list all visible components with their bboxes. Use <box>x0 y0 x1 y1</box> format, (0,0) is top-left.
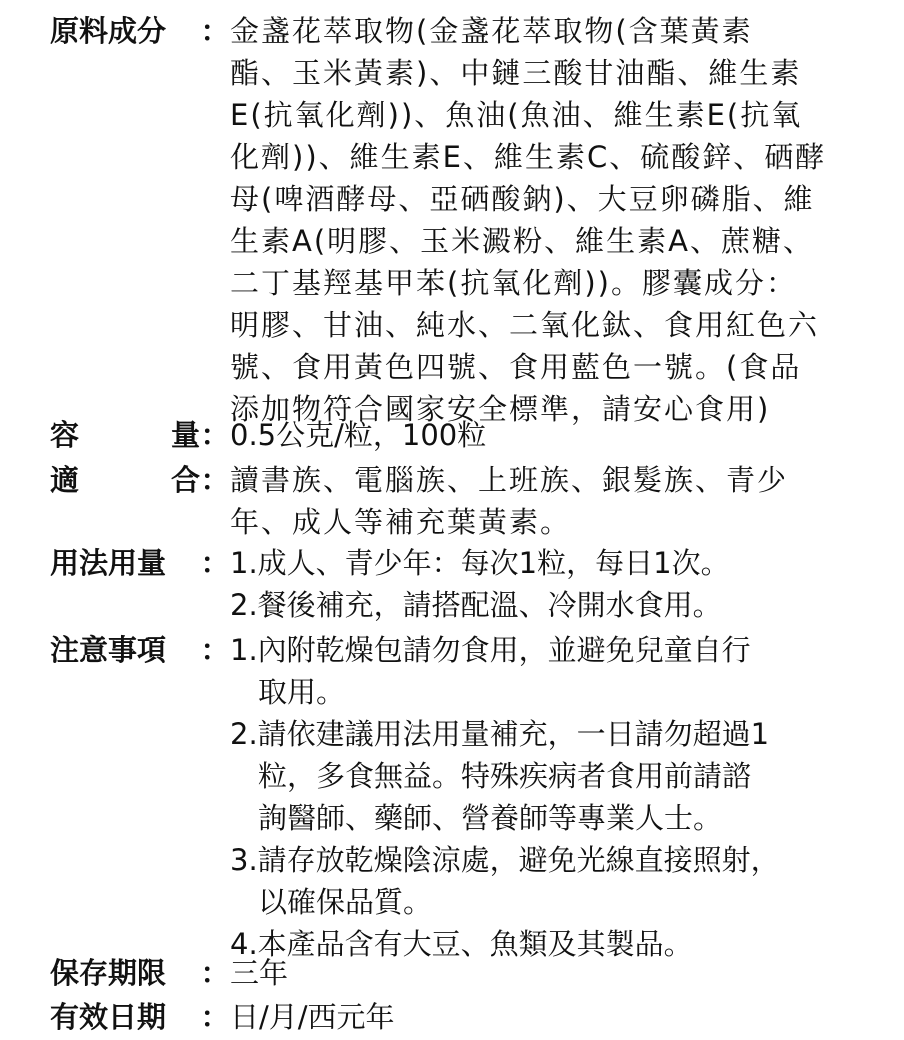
ingredients-line: 酯、玉米黃素)、中鏈三酸甘油酯、維生素 <box>230 56 802 90</box>
note-item-1 <box>230 629 780 713</box>
suitable-value <box>230 459 788 543</box>
usage-row <box>50 542 730 626</box>
note-line: 2.請依建議用法用量補充，一日請勿超過1 <box>230 717 770 751</box>
notes-label: 注意事項 <box>50 633 167 667</box>
usage-line: 2.餐後補充，請搭配溫、冷開水食用。 <box>230 588 722 622</box>
shelf-life-colon: ： <box>200 956 230 990</box>
usage-line: 1.成人、青少年：每次1粒，每日1次。 <box>230 546 730 580</box>
capacity-value: 0.5公克/粒，100粒 <box>230 418 487 452</box>
ingredients-line: 添加物符合國家安全標準，請安心食用) <box>230 392 771 426</box>
note-line: 粒，多食無益。特殊疾病者食用前請諮 <box>258 759 752 793</box>
suitable-line: 讀書族、電腦族、上班族、銀髮族、青少 <box>230 463 789 497</box>
capacity-colon: ： <box>200 418 230 452</box>
suitable-colon: ： <box>200 463 230 497</box>
expiry-row <box>50 996 395 1038</box>
ingredients-colon: ： <box>200 14 230 48</box>
ingredients-line: 化劑))、維生素E、維生素C、硫酸鋅、硒酵 <box>230 140 827 174</box>
note-item-3 <box>230 839 780 923</box>
shelf-life-label: 保存期限 <box>50 956 167 990</box>
ingredients-line: 號、食用黃色四號、食用藍色一號。(食品 <box>230 350 802 384</box>
suitable-label: 適 合 <box>50 463 200 497</box>
capacity-row <box>50 414 486 456</box>
note-line: 4.本產品含有大豆、魚類及其製品。 <box>230 927 693 961</box>
ingredients-line: 金盞花萃取物(金盞花萃取物(含葉黃素 <box>230 14 753 48</box>
shelf-life-row <box>50 952 288 994</box>
ingredients-line: E(抗氧化劑))、魚油(魚油、維生素E(抗氧 <box>230 98 803 132</box>
expiry-label: 有效日期 <box>50 1000 167 1034</box>
usage-label: 用法用量 <box>50 546 167 580</box>
shelf-life-value: 三年 <box>230 956 289 990</box>
ingredients-line: 母(啤酒酵母、亞硒酸鈉)、大豆卵磷脂、維 <box>230 182 815 216</box>
usage-colon: ： <box>200 546 230 580</box>
suitable-line: 年、成人等補充葉黃素。 <box>230 505 572 539</box>
note-line: 詢醫師、藥師、營養師等專業人士。 <box>258 801 723 835</box>
note-item-4 <box>230 923 780 965</box>
notes-row <box>50 629 780 965</box>
ingredients-line: 二丁基羥基甲苯(抗氧化劑))。膠囊成分： <box>230 266 797 300</box>
expiry-colon: ： <box>200 1000 230 1034</box>
note-line: 3.請存放乾燥陰涼處，避免光線直接照射， <box>230 843 780 877</box>
note-item-2 <box>230 713 780 839</box>
ingredients-line: 生素A(明膠、玉米澱粉、維生素A、蔗糖、 <box>230 224 814 258</box>
suitable-row <box>50 459 788 543</box>
notes-value <box>230 629 780 965</box>
ingredients-row <box>50 10 826 430</box>
note-line: 取用。 <box>258 675 346 709</box>
note-line: 1.內附乾燥包請勿食用，並避免兒童自行 <box>230 633 751 667</box>
ingredients-label: 原料成分 <box>50 14 167 48</box>
capacity-label: 容 量 <box>50 418 200 452</box>
notes-colon: ： <box>200 633 230 667</box>
expiry-value: 日/月/西元年 <box>230 1000 395 1034</box>
ingredients-line: 明膠、甘油、純水、二氧化鈦、食用紅色六 <box>230 308 820 342</box>
note-line: 以確保品質。 <box>258 885 433 919</box>
ingredients-value <box>230 10 826 430</box>
usage-value <box>230 542 730 626</box>
